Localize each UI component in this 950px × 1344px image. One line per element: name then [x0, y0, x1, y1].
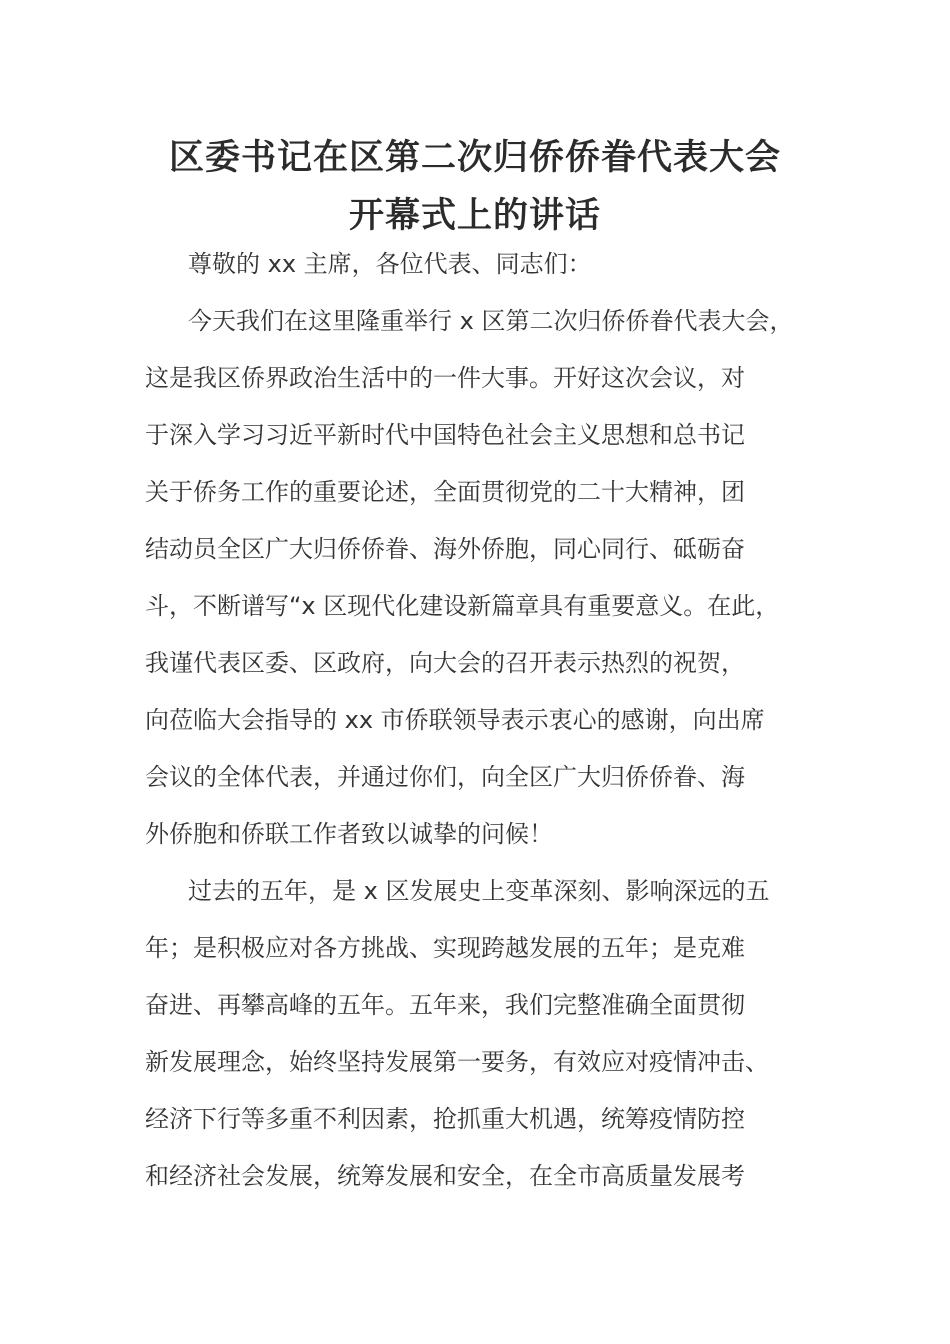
body-line: 外侨胞和侨联工作者致以诚挚的问候！ — [145, 820, 553, 848]
body-line: 这是我区侨界政治生活中的一件大事。开好这次会议，对 — [145, 364, 745, 392]
body-line: 我谨代表区委、区政府，向大会的召开表示热烈的祝贺， — [145, 649, 745, 677]
body-line: 于深入学习习近平新时代中国特色社会主义思想和总书记 — [145, 421, 745, 449]
body-line: 新发展理念，始终坚持发展第一要务，有效应对疫情冲击、 — [145, 1048, 769, 1076]
body-line: 今天我们在这里隆重举行 x 区第二次归侨侨眷代表大会， — [188, 307, 794, 335]
body-line: 斗，不断谱写“x 区现代化建设新篇章具有重要意义。在此， — [145, 592, 780, 620]
document-title-line-1: 区委书记在区第二次归侨侨眷代表大会 — [168, 138, 781, 178]
body-line: 关于侨务工作的重要论述，全面贯彻党的二十大精神，团 — [145, 478, 745, 506]
body-line: 过去的五年，是 x 区发展史上变革深刻、影响深远的五 — [188, 877, 770, 905]
body-line: 会议的全体代表，并通过你们，向全区广大归侨侨眷、海 — [145, 763, 745, 791]
body-line: 奋进、再攀高峰的五年。五年来，我们完整准确全面贯彻 — [145, 991, 745, 1019]
body-line: 结动员全区广大归侨侨眷、海外侨胞，同心同行、砥砺奋 — [145, 535, 745, 563]
document-title-line-2: 开幕式上的讲话 — [348, 196, 601, 236]
body-line: 经济下行等多重不利因素，抢抓重大机遇，统筹疫情防控 — [145, 1105, 745, 1133]
body-line: 年；是积极应对各方挑战、实现跨越发展的五年；是克难 — [145, 934, 745, 962]
body-line: 和经济社会发展，统筹发展和安全，在全市高质量发展考 — [145, 1162, 745, 1190]
body-line: 向莅临大会指导的 xx 市侨联领导表示衷心的感谢，向出席 — [145, 706, 765, 734]
salutation-line: 尊敬的 xx 主席，各位代表、同志们： — [188, 250, 592, 278]
